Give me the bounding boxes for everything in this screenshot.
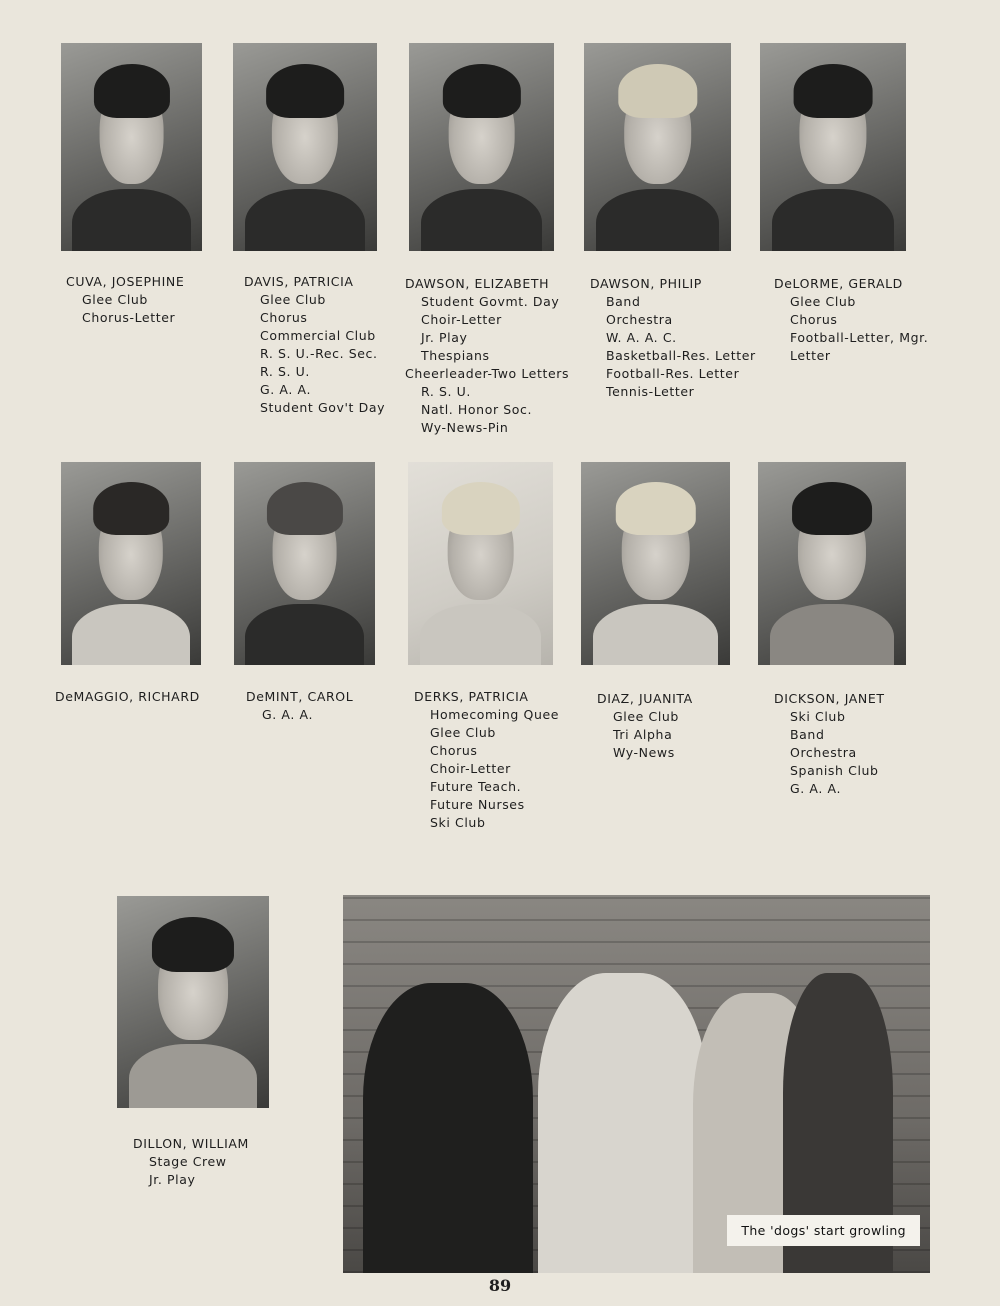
figure-boy-dark-suit — [363, 983, 533, 1273]
activity-item: Jr. Play — [149, 1172, 196, 1187]
student-name: DAVIS, PATRICIA — [244, 274, 354, 289]
activity-item: Student Gov't Day — [260, 400, 386, 415]
portrait-dawson-elizabeth — [409, 43, 554, 251]
activity-item: Basketball-Res. Letter — [606, 348, 756, 363]
portrait-dawson-philip — [584, 43, 731, 251]
activity-item: Glee Club — [260, 292, 326, 307]
portrait-dickson-janet — [758, 462, 906, 665]
activity-item: Chorus — [790, 312, 838, 327]
activity-item: Glee Club — [82, 292, 148, 307]
student-name: DeMINT, CAROL — [246, 689, 354, 704]
activity-item: Choir-Letter — [421, 312, 502, 327]
activity-item: Band — [606, 294, 641, 309]
activity-item: Ski Club — [430, 815, 486, 830]
portrait-derks-patricia — [408, 462, 553, 665]
activity-list — [246, 706, 353, 724]
group-photo-caption: The 'dogs' start growling — [727, 1215, 920, 1246]
activity-item: R. S. U.-Rec. Sec. — [260, 346, 378, 361]
activity-item: Chorus — [430, 743, 478, 758]
activity-item: Glee Club — [790, 294, 856, 309]
activity-item: Orchestra — [790, 745, 857, 760]
group-photo — [343, 895, 930, 1273]
activity-item: G. A. A. — [260, 382, 312, 397]
activity-item: R. S. U. — [260, 364, 310, 379]
student-name: DeMAGGIO, RICHARD — [55, 689, 200, 704]
activity-list — [244, 291, 385, 417]
activity-item: Stage Crew — [149, 1154, 227, 1169]
activity-item: Glee Club — [430, 725, 496, 740]
portrait-delorme-gerald — [760, 43, 906, 251]
activity-item: W. A. A. C. — [606, 330, 677, 345]
student-name: DERKS, PATRICIA — [414, 689, 529, 704]
student-name: DeLORME, GERALD — [774, 276, 903, 291]
activity-item: G. A. A. — [790, 781, 842, 796]
portrait-cuva-josephine — [61, 43, 202, 251]
activity-list — [66, 291, 184, 327]
portrait-demint-carol — [234, 462, 375, 665]
activity-item: Wy-News — [613, 745, 675, 760]
activity-item: Homecoming Quee — [430, 707, 560, 722]
student-name: DAWSON, ELIZABETH — [405, 276, 550, 291]
portrait-dillon-william — [117, 896, 269, 1108]
student-name: DIAZ, JUANITA — [597, 691, 693, 706]
activity-list — [133, 1153, 249, 1189]
activity-item: Commercial Club — [260, 328, 376, 343]
student-name: DAWSON, PHILIP — [590, 276, 702, 291]
activity-list — [774, 708, 885, 798]
activity-item: Glee Club — [613, 709, 679, 724]
caption-dickson-janet — [774, 690, 885, 798]
caption-dawson-philip — [590, 275, 756, 401]
portrait-demaggio-richard — [61, 462, 201, 665]
portrait-diaz-juanita — [581, 462, 730, 665]
activity-list — [590, 293, 756, 401]
activity-item: Band — [790, 727, 825, 742]
activity-item: Football-Res. Letter — [606, 366, 740, 381]
activity-item: Natl. Honor Soc. — [421, 402, 533, 417]
activity-item: Wy-News-Pin — [421, 420, 509, 435]
caption-diaz-juanita — [597, 690, 693, 762]
student-name: CUVA, JOSEPHINE — [66, 274, 185, 289]
activity-item: Ski Club — [790, 709, 846, 724]
activity-item: Cheerleader-Two Letters — [405, 366, 570, 381]
activity-item: Thespians — [421, 348, 490, 363]
page-number: 89 — [488, 1276, 512, 1295]
caption-cuva-josephine — [66, 273, 184, 327]
activity-item: Spanish Club — [790, 763, 879, 778]
activity-item: Future Teach. — [430, 779, 522, 794]
activity-item: Orchestra — [606, 312, 673, 327]
activity-item: R. S. U. — [421, 384, 471, 399]
activity-item: Tennis-Letter — [606, 384, 695, 399]
activity-list — [597, 708, 693, 762]
activity-item: Student Govmt. Day — [421, 294, 560, 309]
caption-demint-carol — [246, 688, 353, 724]
figure-boy-light-suit — [538, 973, 708, 1273]
student-name: DILLON, WILLIAM — [133, 1136, 249, 1151]
caption-dawson-elizabeth — [405, 275, 569, 437]
activity-list — [414, 706, 559, 832]
caption-derks-patricia — [414, 688, 559, 832]
activity-item: Chorus — [260, 310, 308, 325]
activity-item: Future Nurses — [430, 797, 525, 812]
activity-list — [774, 293, 928, 365]
caption-delorme-gerald — [774, 275, 928, 365]
activity-item: Chorus-Letter — [82, 310, 176, 325]
caption-demaggio-richard — [55, 688, 200, 706]
activity-item: Football-Letter, Mgr. — [790, 330, 929, 345]
student-name: DICKSON, JANET — [774, 691, 885, 706]
caption-davis-patricia — [244, 273, 385, 417]
portrait-davis-patricia — [233, 43, 377, 251]
activity-item: Tri Alpha — [613, 727, 673, 742]
activity-item: Jr. Play — [421, 330, 468, 345]
caption-dillon-william — [133, 1135, 249, 1189]
activity-item: Choir-Letter — [430, 761, 511, 776]
activity-item: Letter — [790, 348, 831, 363]
activity-list — [405, 293, 569, 437]
activity-item: G. A. A. — [262, 707, 314, 722]
